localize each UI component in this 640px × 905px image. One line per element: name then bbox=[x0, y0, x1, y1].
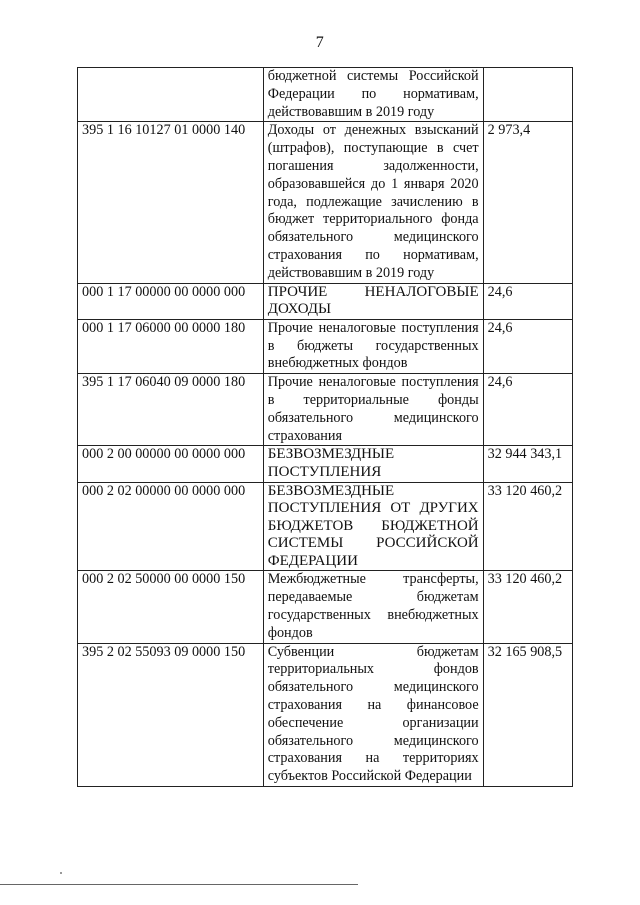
page-number: 7 bbox=[315, 34, 325, 51]
table-row bbox=[78, 319, 573, 373]
footer-rule bbox=[0, 884, 358, 885]
budget-code-cell: 000 2 02 50000 00 0000 150 bbox=[78, 571, 264, 643]
table-row bbox=[78, 571, 573, 643]
amount-cell: 2 973,4 bbox=[483, 122, 572, 283]
amount-cell: 24,6 bbox=[483, 374, 572, 446]
revenue-name-cell: бюджетной системы Российской Федерации по нормативам, действовавшим в 2019 году bbox=[263, 68, 483, 122]
amount-cell: 32 944 343,1 bbox=[483, 446, 572, 482]
table-row bbox=[78, 122, 573, 283]
budget-code-cell: 000 2 02 00000 00 0000 000 bbox=[78, 482, 264, 571]
amount-cell bbox=[483, 68, 572, 122]
revenue-name-cell: БЕЗВОЗМЕЗДНЫЕ ПОСТУПЛЕНИЯ bbox=[263, 446, 483, 482]
budget-code-cell: 000 1 17 06000 00 0000 180 bbox=[78, 319, 264, 373]
budget-code-cell: 000 2 00 00000 00 0000 000 bbox=[78, 446, 264, 482]
amount-cell: 33 120 460,2 bbox=[483, 571, 572, 643]
budget-code-cell: 395 1 16 10127 01 0000 140 bbox=[78, 122, 264, 283]
amount-cell: 24,6 bbox=[483, 283, 572, 319]
table-row bbox=[78, 374, 573, 446]
revenue-name-cell: БЕЗВОЗМЕЗДНЫЕ ПОСТУПЛЕНИЯ ОТ ДРУГИХ БЮДЖЕТОВ БЮДЖЕТНОЙ СИСТЕМЫ РОССИЙСКОЙ ФЕДЕРАЦИИ bbox=[263, 482, 483, 571]
amount-cell: 24,6 bbox=[483, 319, 572, 373]
budget-code-cell: 000 1 17 00000 00 0000 000 bbox=[78, 283, 264, 319]
scan-artifact bbox=[60, 872, 62, 874]
revenue-name-cell: Прочие неналоговые поступления в территориальные фонды обязательного медицинского страхования bbox=[263, 374, 483, 446]
table-row bbox=[78, 643, 573, 786]
budget-code-cell: 395 2 02 55093 09 0000 150 bbox=[78, 643, 264, 786]
budget-code-cell bbox=[78, 68, 264, 122]
amount-cell: 32 165 908,5 bbox=[483, 643, 572, 786]
table-row bbox=[78, 446, 573, 482]
revenue-name-cell: Доходы от денежных взысканий (штрафов), поступающие в счет погашения задолженности, образовавшейся до 1 января 2020 года, подлежащие зачислению в бюджет территориального фонда обязательного медицинского страхования по нормативам, действовавшим в 2019 году bbox=[263, 122, 483, 283]
revenue-name-cell: Субвенции бюджетам территориальных фондов обязательного медицинского страхования на финансовое обеспечение организации обязательного медицинского страхования на территориях субъектов Российской Федерации bbox=[263, 643, 483, 786]
revenue-table bbox=[77, 67, 573, 787]
amount-cell: 33 120 460,2 bbox=[483, 482, 572, 571]
table-row bbox=[78, 68, 573, 122]
revenue-name-cell: Межбюджетные трансферты, передаваемые бюджетам государственных внебюджетных фондов bbox=[263, 571, 483, 643]
table-row bbox=[78, 283, 573, 319]
revenue-name-cell: Прочие неналоговые поступления в бюджеты государственных внебюджетных фондов bbox=[263, 319, 483, 373]
table-row bbox=[78, 482, 573, 571]
budget-code-cell: 395 1 17 06040 09 0000 180 bbox=[78, 374, 264, 446]
revenue-name-cell: ПРОЧИЕ НЕНАЛОГОВЫЕ ДОХОДЫ bbox=[263, 283, 483, 319]
